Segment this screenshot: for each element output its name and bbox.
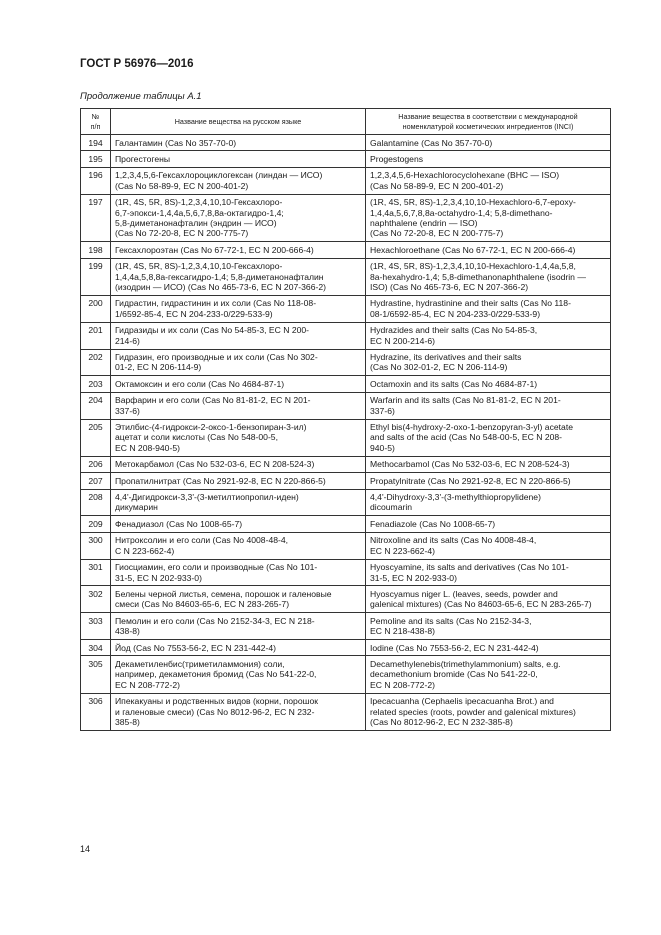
inci-name-cell: Progestogens bbox=[366, 151, 611, 167]
inci-name-cell: Galantamine (Cas No 357-70-0) bbox=[366, 135, 611, 151]
inci-name-cell: Octamoxin and its salts (Cas No 4684-87-1) bbox=[366, 376, 611, 392]
table-row bbox=[81, 693, 611, 730]
table-row bbox=[81, 349, 611, 376]
russian-name-cell: Прогестогены bbox=[111, 151, 366, 167]
inci-name-cell: Hydrastine, hydrastinine and their salts (Cas No 118- 08-1/6592-85-4, EC N 204-233-0/229-533-9) bbox=[366, 295, 611, 322]
inci-name-cell: Pemoline and its salts (Cas No 2152-34-3, EC N 218-438-8) bbox=[366, 613, 611, 640]
russian-name-cell: (1R, 4S, 5R, 8S)-1,2,3,4,10,10-Гексахлоро- 1,4,4a,5,8,8а-гексагидро-1,4; 5,8-диметанонафталин (изодрин — ИСО) (Cas No 465-73-6, EC N 207-366-2) bbox=[111, 258, 366, 295]
table-row bbox=[81, 322, 611, 349]
russian-name-cell: Гиосциамин, его соли и производные (Cas No 101- 31-5, EC N 202-933-0) bbox=[111, 559, 366, 586]
col-header-inci-name: Название вещества в соответствии с международной номенклатурой косметических ингредиентов (INCI) bbox=[366, 109, 611, 135]
inci-name-cell: Fenadiazole (Cas No 1008-65-7) bbox=[366, 516, 611, 532]
table-row bbox=[81, 559, 611, 586]
inci-name-cell: Decamethylenebis(trimethylammonium) salts, e.g. decamethonium bromide (Cas No 541-22-0, EC N 208-772-2) bbox=[366, 656, 611, 693]
table-row bbox=[81, 586, 611, 613]
row-number-cell: 203 bbox=[81, 376, 111, 392]
russian-name-cell: (1R, 4S, 5R, 8S)-1,2,3,4,10,10-Гексахлоро- 6,7-эпокси-1,4,4а,5,6,7,8,8а-октагидро-1,4; 5,8-диметанонафталин (эндрин — ИСО) (Cas No 72-20-8, EC N 200-775-7) bbox=[111, 194, 366, 242]
table-row bbox=[81, 656, 611, 693]
russian-name-cell: Гексахлороэтан (Cas No 67-72-1, EC N 200-666-4) bbox=[111, 242, 366, 258]
table-continuation-label: Продолжение таблицы А.1 bbox=[80, 91, 202, 102]
inci-name-cell: Propatylnitrate (Cas No 2921-92-8, EC N 220-866-5) bbox=[366, 473, 611, 489]
russian-name-cell: Этилбис-(4-гидрокси-2-оксо-1-бензопиран-3-ил) ацетат и соли кислоты (Cas No 548-00-5, EC N 208-940-5) bbox=[111, 419, 366, 456]
table-row bbox=[81, 516, 611, 532]
russian-name-cell: Пемолин и его соли (Cas No 2152-34-3, EC N 218- 438-8) bbox=[111, 613, 366, 640]
table-row bbox=[81, 295, 611, 322]
table-row bbox=[81, 456, 611, 472]
russian-name-cell: Декаметиленбис(триметиламмония) соли, например, декаметония бромид (Cas No 541-22-0, EC N 208-772-2) bbox=[111, 656, 366, 693]
inci-name-cell: 4,4'-Dihydroxy-3,3'-(3-methylthiopropylidene) dicoumarin bbox=[366, 489, 611, 516]
row-number-cell: 206 bbox=[81, 456, 111, 472]
russian-name-cell: Фенадиазол (Cas No 1008-65-7) bbox=[111, 516, 366, 532]
document-header: ГОСТ Р 56976—2016 bbox=[80, 58, 194, 70]
inci-name-cell: Hydrazides and their salts (Cas No 54-85-3, EC N 200-214-6) bbox=[366, 322, 611, 349]
row-number-cell: 199 bbox=[81, 258, 111, 295]
table-row bbox=[81, 167, 611, 194]
russian-name-cell: Гидразин, его производные и их соли (Cas No 302- 01-2, EC N 206-114-9) bbox=[111, 349, 366, 376]
table-row bbox=[81, 640, 611, 656]
table-header-row bbox=[81, 109, 611, 135]
row-number-cell: 202 bbox=[81, 349, 111, 376]
row-number-cell: 198 bbox=[81, 242, 111, 258]
inci-name-cell: Warfarin and its salts (Cas No 81-81-2, EC N 201- 337-6) bbox=[366, 392, 611, 419]
table-row bbox=[81, 473, 611, 489]
russian-name-cell: Нитроксолин и его соли (Cas No 4008-48-4, C N 223-662-4) bbox=[111, 532, 366, 559]
inci-name-cell: Hexachloroethane (Cas No 67-72-1, EC N 200-666-4) bbox=[366, 242, 611, 258]
row-number-cell: 197 bbox=[81, 194, 111, 242]
row-number-cell: 205 bbox=[81, 419, 111, 456]
col-header-number: № п/п bbox=[81, 109, 111, 135]
russian-name-cell: Ипекакуаны и родственных видов (корни, порошок и галеновые смеси) (Cas No 8012-96-2, EC N 232- 385-8) bbox=[111, 693, 366, 730]
russian-name-cell: Гидразиды и их соли (Cas No 54-85-3, EC N 200- 214-6) bbox=[111, 322, 366, 349]
inci-name-cell: Iodine (Cas No 7553-56-2, EC N 231-442-4) bbox=[366, 640, 611, 656]
table-row bbox=[81, 242, 611, 258]
russian-name-cell: 1,2,3,4,5,6-Гексахлороциклогексан (линдан — ИСО) (Cas No 58-89-9, EC N 200-401-2) bbox=[111, 167, 366, 194]
inci-name-cell: Hydrazine, its derivatives and their salts (Cas No 302-01-2, EC N 206-114-9) bbox=[366, 349, 611, 376]
table-row bbox=[81, 151, 611, 167]
row-number-cell: 209 bbox=[81, 516, 111, 532]
row-number-cell: 204 bbox=[81, 392, 111, 419]
russian-name-cell: Белены черной листья, семена, порошок и галеновые смеси (Cas No 84603-65-6, EC N 283-265-7) bbox=[111, 586, 366, 613]
inci-name-cell: Hyoscyamine, its salts and derivatives (Cas No 101- 31-5, EC N 202-933-0) bbox=[366, 559, 611, 586]
row-number-cell: 300 bbox=[81, 532, 111, 559]
russian-name-cell: Варфарин и его соли (Cas No 81-81-2, EC N 201- 337-6) bbox=[111, 392, 366, 419]
table-row bbox=[81, 532, 611, 559]
inci-name-cell: (1R, 4S, 5R, 8S)-1,2,3,4,10,10-Hexachloro-6,7-epoxy- 1,4,4a,5,6,7,8,8a-octahydro-1,4; 5,8-dimethano- naphthalene (endrin — ISO) (Cas No 72-20-8, EC N 200-775-7) bbox=[366, 194, 611, 242]
russian-name-cell: Пропатилнитрат (Cas No 2921-92-8, EC N 220-866-5) bbox=[111, 473, 366, 489]
inci-name-cell: Ipecacuanha (Cephaelis ipecacuanha Brot.) and related species (roots, powder and galenical mixtures) (Cas No 8012-96-2, EC N 232-385-8) bbox=[366, 693, 611, 730]
substances-table bbox=[80, 108, 611, 731]
table-row bbox=[81, 489, 611, 516]
inci-name-cell: (1R, 4S, 5R, 8S)-1,2,3,4,10,10-Hexachloro-1,4,4a,5,8, 8a-hexahydro-1,4; 5,8-dimethanonaphthalene (isodrin — ISO) (Cas No 465-73-6, EC N 207-366-2) bbox=[366, 258, 611, 295]
row-number-cell: 208 bbox=[81, 489, 111, 516]
table-row bbox=[81, 135, 611, 151]
table-row bbox=[81, 392, 611, 419]
row-number-cell: 301 bbox=[81, 559, 111, 586]
inci-name-cell: Methocarbamol (Cas No 532-03-6, EC N 208-524-3) bbox=[366, 456, 611, 472]
inci-name-cell: 1,2,3,4,5,6-Hexachlorocyclohexane (BHC — ISO) (Cas No 58-89-9, EC N 200-401-2) bbox=[366, 167, 611, 194]
table-body bbox=[81, 135, 611, 731]
russian-name-cell: Галантамин (Cas No 357-70-0) bbox=[111, 135, 366, 151]
row-number-cell: 303 bbox=[81, 613, 111, 640]
inci-name-cell: Hyoscyamus niger L. (leaves, seeds, powder and galenical mixtures) (Cas No 84603-65-6, EC N 283-265-7) bbox=[366, 586, 611, 613]
col-header-russian-name: Название вещества на русском языке bbox=[111, 109, 366, 135]
row-number-cell: 302 bbox=[81, 586, 111, 613]
russian-name-cell: Метокарбамол (Cas No 532-03-6, EC N 208-524-3) bbox=[111, 456, 366, 472]
russian-name-cell: Гидрастин, гидрастинин и их соли (Cas No 118-08- 1/6592-85-4, EC N 204-233-0/229-533-9) bbox=[111, 295, 366, 322]
russian-name-cell: Йод (Cas No 7553-56-2, EC N 231-442-4) bbox=[111, 640, 366, 656]
inci-name-cell: Nitroxoline and its salts (Cas No 4008-48-4, EC N 223-662-4) bbox=[366, 532, 611, 559]
table-row bbox=[81, 194, 611, 242]
table-row bbox=[81, 419, 611, 456]
row-number-cell: 304 bbox=[81, 640, 111, 656]
row-number-cell: 201 bbox=[81, 322, 111, 349]
row-number-cell: 195 bbox=[81, 151, 111, 167]
row-number-cell: 196 bbox=[81, 167, 111, 194]
russian-name-cell: 4,4'-Дигидрокси-3,3'-(3-метилтиопропил-иден) дикумарин bbox=[111, 489, 366, 516]
row-number-cell: 306 bbox=[81, 693, 111, 730]
row-number-cell: 207 bbox=[81, 473, 111, 489]
row-number-cell: 305 bbox=[81, 656, 111, 693]
table-row bbox=[81, 376, 611, 392]
page-number: 14 bbox=[80, 844, 91, 854]
row-number-cell: 200 bbox=[81, 295, 111, 322]
inci-name-cell: Ethyl bis(4-hydroxy-2-oxo-1-benzopyran-3-yl) acetate and salts of the acid (Cas No 548-00-5, EC N 208- 940-5) bbox=[366, 419, 611, 456]
table-row bbox=[81, 613, 611, 640]
row-number-cell: 194 bbox=[81, 135, 111, 151]
russian-name-cell: Октамоксин и его соли (Cas No 4684-87-1) bbox=[111, 376, 366, 392]
table-row bbox=[81, 258, 611, 295]
